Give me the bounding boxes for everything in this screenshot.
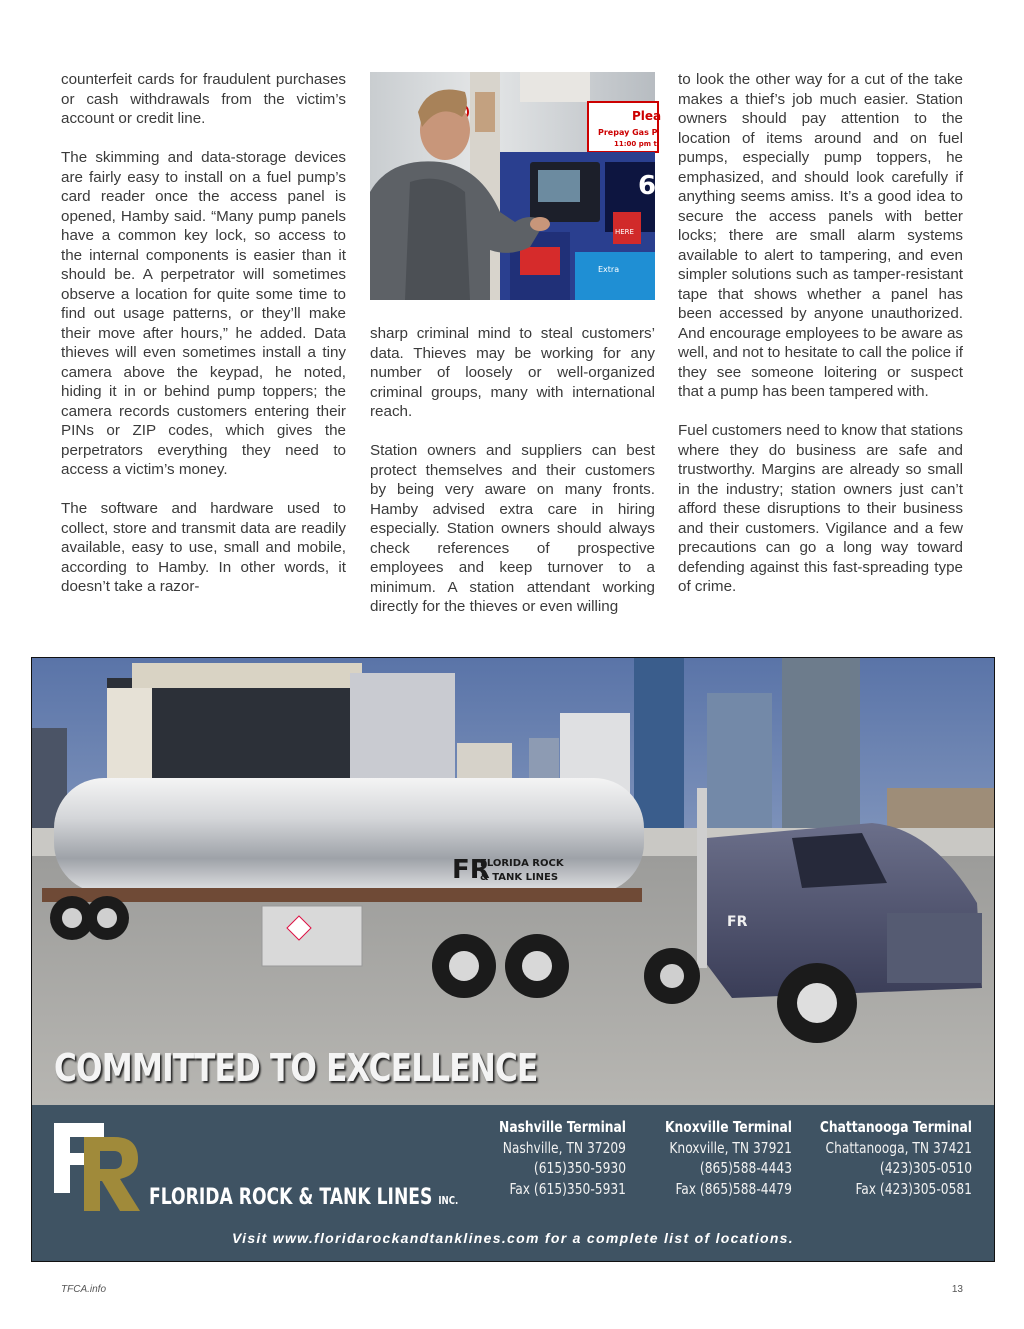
terminal-knoxville	[638, 1117, 792, 1199]
page-number: 13	[951, 1284, 963, 1295]
terminal-city: Chattanooga, TN 37421	[825, 1138, 972, 1157]
trailer-logo-letters: FR	[452, 855, 490, 885]
terminal-city: Nashville, TN 37209	[502, 1138, 626, 1157]
florida-rock-logo	[54, 1123, 144, 1211]
terminal-name: Knoxville Terminal	[665, 1118, 792, 1136]
pump-number: 6	[638, 171, 657, 201]
terminal-chattanooga	[792, 1117, 972, 1199]
terminal-phone: (615)350-5930	[533, 1159, 626, 1177]
terminal-fax: Fax (615)350-5931	[509, 1179, 626, 1198]
paragraph: Fuel customers need to know that stations where they do business are safe and trustworthy. Margins are already so small in the industry; station owners just can’t afford these disruptions to their business and their customers. Vigilance and a few precautions can go a long way toward defending against this fast-spreading type of crime.	[678, 422, 963, 595]
terminal-nashville	[476, 1117, 626, 1199]
paragraph: sharp criminal mind to steal customers’ data. Thieves may be working for any number of loosely or well-organized criminal groups, many with international reach.	[370, 325, 655, 420]
sign-text-3: 11:00 pm t	[614, 140, 657, 148]
pump-button-label: HERE	[615, 228, 634, 236]
article-column-3	[678, 70, 963, 597]
paragraph: counterfeit cards for fraudulent purchases or cash withdrawals from the victim’s account or credit line.	[61, 71, 346, 127]
paragraph: Station owners and suppliers can best protect themselves and their customers by being very aware on many fronts. Hamby advised extra care in hiring especially. Station owners should always check references of prospective employees and keep turnover to a minimum. A station attendant working directly for the thieves or even willing	[370, 442, 655, 615]
company-name-text: FLORIDA ROCK & TANK LINES	[149, 1185, 433, 1210]
terminal-phone: (423)305-0510	[879, 1159, 972, 1177]
ad-website-link[interactable]: Visit www.floridarockandtanklines.com for a complete list of locations.	[232, 1230, 794, 1246]
sign-text-2: Prepay Gas P	[598, 128, 658, 137]
sign-text-1: Plea	[632, 109, 662, 123]
terminal-phone: (865)588-4443	[699, 1159, 792, 1177]
terminal-name: Nashville Terminal	[499, 1118, 626, 1136]
cab-logo-letters: FR	[727, 914, 748, 930]
paragraph: to look the other way for a cut of the take makes a thief’s job much easier. Station owners should pay attention to the location of items around and on fuel pumps, especially pump toppers, he emphasized, and should look carefully if anything seems amiss. It’s a good idea to secure the access panels with better locks; there are small alarm systems available to alert to tampering, and even simpler solutions such as tamper-resistant tape that shows whether a panel has been accessed by anyone unauthorized. And encourage employees to be aware as well, and not to hesitate to call the police if they see someone loitering or suspect that a pump has been tampered with.	[678, 71, 963, 400]
pump-grade-label: Extra	[598, 265, 620, 274]
florida-rock-advertisement	[31, 657, 995, 1262]
article-column-2	[370, 324, 655, 617]
ad-headline: COMMITTED TO EXCELLENCE	[54, 1046, 538, 1090]
gas-pump-illustration	[370, 72, 662, 300]
article-column-1	[61, 70, 346, 597]
terminal-city: Knoxville, TN 37921	[669, 1138, 792, 1157]
trailer-decal-line2: & TANK LINES	[480, 872, 559, 883]
paragraph: The software and hardware used to collect, store and transmit data are readily available, easy to use, small and mobile, according to Hamby. In other words, it doesn’t take a razor-	[61, 500, 346, 595]
pump-screen	[538, 170, 580, 202]
ad-contact-band	[32, 1105, 994, 1261]
terminal-fax: Fax (423)305-0581	[855, 1179, 972, 1198]
terminal-fax: Fax (865)588-4479	[675, 1179, 792, 1198]
footer-site: TFCA.info	[61, 1284, 107, 1295]
truck-skyline-image	[32, 658, 994, 1105]
terminal-name: Chattanooga Terminal	[819, 1118, 972, 1136]
company-name	[149, 1185, 458, 1210]
paragraph: The skimming and data-storage devices are fairly easy to install on a fuel pump’s card reader once the access panel is opened, Hamby said. “Many pump panels have a common key lock, so access to the internal components is easier than it should be. A perpetrator will sometimes observe a location for quite some time to find out usage patterns, or they’ll make their move after hours,” he added. Data thieves will even sometimes install a tiny camera above the keypad, he noted, hiding it in or behind pump toppers; the camera records customers entering their PINs or ZIP codes, which gives the perpetrators everything they need to access a victim’s money.	[61, 149, 346, 478]
gas-pump-photo	[370, 72, 662, 300]
company-suffix: INC.	[438, 1194, 459, 1207]
trailer-decal-line1: FLORIDA ROCK	[480, 858, 564, 869]
